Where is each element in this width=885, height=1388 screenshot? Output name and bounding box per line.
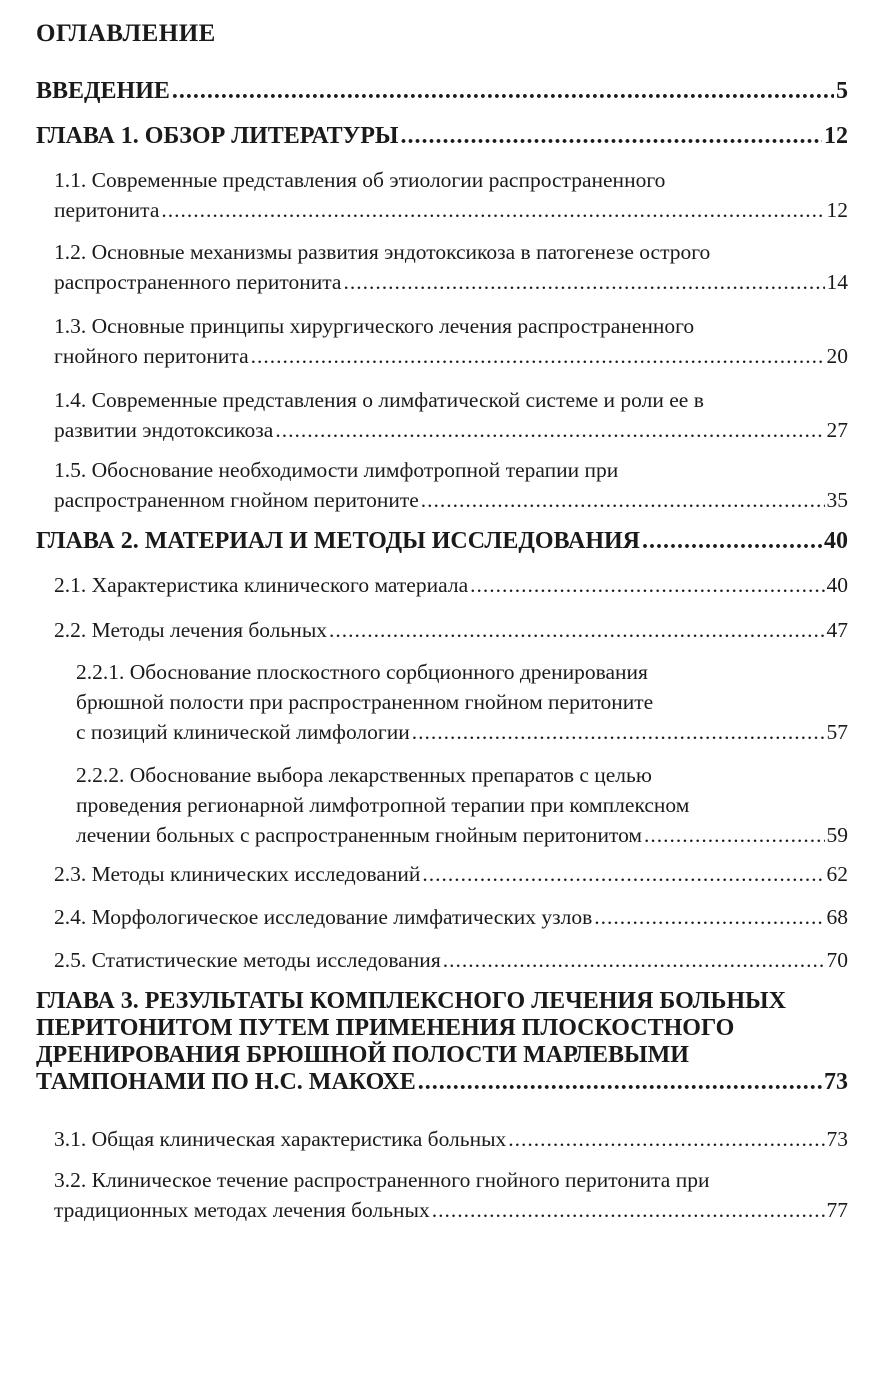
toc-entry-text: брюшной полости при распространенном гнойном перитоните (76, 690, 654, 714)
page-number: 73 (826, 1127, 848, 1151)
toc-entry-text: ВВЕДЕНИЕ (36, 78, 170, 104)
toc-entry (54, 165, 848, 225)
dot-leader (275, 415, 824, 445)
page-number: 62 (826, 862, 848, 886)
dot-leader (172, 78, 834, 105)
toc-entry-text: 3.2. Клиническое течение распространенного гнойного перитонита при (54, 1168, 710, 1192)
toc-entry-text: гнойного перитонита (54, 344, 249, 368)
dot-leader (432, 1195, 825, 1225)
toc-entry (54, 237, 848, 297)
toc-entry-text: 3.1. Общая клиническая характеристика больных (54, 1127, 507, 1151)
toc-entry-text: ДРЕНИРОВАНИЯ БРЮШНОЙ ПОЛОСТИ МАРЛЕВЫМИ (36, 1042, 689, 1068)
page-number: 73 (824, 1069, 848, 1095)
dot-leader (644, 820, 824, 850)
page-number: 47 (826, 618, 848, 642)
dot-leader (470, 570, 824, 600)
dot-leader (594, 902, 824, 932)
toc-entry-text: 1.2. Основные механизмы развития эндотоксикоза в патогенезе острого (54, 240, 711, 264)
toc-entry (76, 657, 848, 747)
toc-entry-text: 2.3. Методы клинических исследований (54, 862, 421, 886)
page-number: 5 (836, 78, 848, 104)
toc-entry (54, 455, 848, 515)
toc-entry (54, 615, 848, 645)
dot-leader (400, 123, 822, 150)
toc-entry (36, 123, 848, 150)
toc-entry-text: распространенного перитонита (54, 270, 342, 294)
toc-entry-text: проведения регионарной лимфотропной терапии при комплексном (76, 793, 690, 817)
toc-title: ОГЛАВЛЕНИЕ (36, 20, 216, 47)
dot-leader (161, 195, 824, 225)
dot-leader (421, 485, 825, 515)
toc-entry-text: 2.2.2. Обоснование выбора лекарственных препаратов с целью (76, 763, 652, 787)
page-number: 59 (826, 823, 848, 847)
toc-entry (54, 859, 848, 889)
page-number: 12 (824, 123, 848, 149)
dot-leader (418, 1069, 822, 1096)
toc-entry-text: ГЛАВА 1. ОБЗОР ЛИТЕРАТУРЫ (36, 123, 399, 149)
page-number: 68 (826, 905, 848, 929)
toc-entry (36, 78, 848, 105)
dot-leader (412, 717, 825, 747)
dot-leader (443, 945, 825, 975)
toc-entry-text: развитии эндотоксикоза (54, 418, 274, 442)
toc-entry-text: 2.5. Статистические методы исследования (54, 948, 441, 972)
toc-entry-text: 1.3. Основные принципы хирургического лечения распространенного (54, 314, 695, 338)
toc-entry (54, 570, 848, 600)
toc-entry (54, 1165, 848, 1225)
toc-entry (54, 902, 848, 932)
page-number: 12 (826, 198, 848, 222)
page-number: 70 (826, 948, 848, 972)
toc-entry-text: 2.2. Методы лечения больных (54, 618, 328, 642)
toc-entry-text: перитонита (54, 198, 160, 222)
page-number: 20 (826, 344, 848, 368)
toc-entry (36, 988, 848, 1096)
toc-entry (36, 528, 848, 555)
toc-entry-text: ГЛАВА 2. МАТЕРИАЛ И МЕТОДЫ ИССЛЕДОВАНИЯ (36, 528, 640, 554)
toc-entry-text: распространенном гнойном перитоните (54, 488, 419, 512)
toc-entry-text: 2.1. Характеристика клинического материала (54, 573, 469, 597)
page-number: 40 (824, 528, 848, 554)
dot-leader (642, 528, 822, 555)
page-number: 35 (826, 488, 848, 512)
toc-entry (54, 945, 848, 975)
toc-entry-text: традиционных методах лечения больных (54, 1198, 430, 1222)
toc-entry (76, 760, 848, 850)
toc-entry-text: 1.4. Современные представления о лимфатической системе и роли ее в (54, 388, 704, 412)
toc-entry-text: ГЛАВА 3. РЕЗУЛЬТАТЫ КОМПЛЕКСНОГО ЛЕЧЕНИЯ БОЛЬНЫХ (36, 988, 786, 1014)
toc-entry (54, 1124, 848, 1154)
dot-leader (329, 615, 824, 645)
page-number: 40 (826, 573, 848, 597)
page-number: 57 (826, 720, 848, 744)
toc-entry-text: лечении больных с распространенным гнойным перитонитом (76, 823, 643, 847)
toc-entry-text: 2.2.1. Обоснование плоскостного сорбционного дренирования (76, 660, 648, 684)
toc-entry (54, 311, 848, 371)
toc-entry (54, 385, 848, 445)
dot-leader (422, 859, 824, 889)
page-number: 27 (826, 418, 848, 442)
dot-leader (343, 267, 824, 297)
dot-leader (508, 1124, 824, 1154)
toc-entry-text: ТАМПОНАМИ ПО Н.С. МАКОХЕ (36, 1069, 416, 1095)
toc-entry-text: 1.1. Современные представления об этиологии распространенного (54, 168, 666, 192)
page-number: 77 (826, 1198, 848, 1222)
page-number: 14 (826, 270, 848, 294)
dot-leader (251, 341, 825, 371)
toc-entry-text: с позиций клинической лимфологии (76, 720, 410, 744)
toc-entry-text: 1.5. Обоснование необходимости лимфотропной терапии при (54, 458, 619, 482)
toc-entry-text: 2.4. Морфологическое исследование лимфатических узлов (54, 905, 593, 929)
toc-entry-text: ПЕРИТОНИТОМ ПУТЕМ ПРИМЕНЕНИЯ ПЛОСКОСТНОГО (36, 1015, 735, 1041)
